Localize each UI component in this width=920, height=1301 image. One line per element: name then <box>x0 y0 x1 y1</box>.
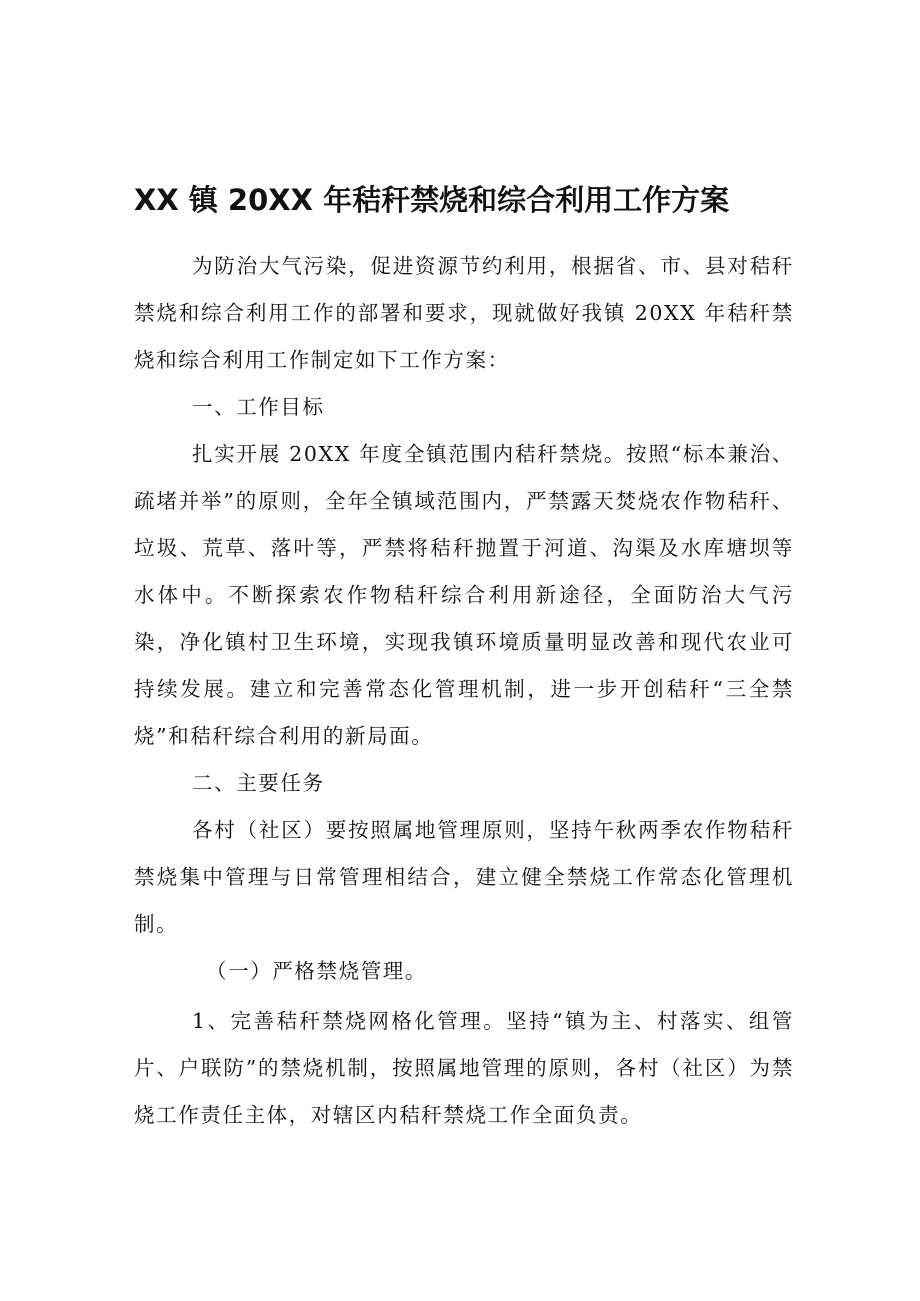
subsection-heading-ban-management: （一）严格禁烧管理。 <box>206 959 427 983</box>
document-title: XX 镇 20XX 年秸秆禁烧和综合利用工作方案 <box>134 183 730 217</box>
intro-paragraph: 为防治大气污染，促进资源节约利用，根据省、市、县对秸秆禁烧和综合利用工作的部署和要求，现就做好我镇 20XX 年秸秆禁烧和综合利用工作制定如下工作方案： <box>134 254 794 372</box>
tasks-paragraph: 各村（社区）要按照属地管理原则，坚持午秋两季农作物秸秆禁烧集中管理与日常管理相结合，建立健全禁烧工作常态化管理机制。 <box>134 818 794 936</box>
goals-paragraph: 扎实开展 20XX 年度全镇范围内秸秆禁烧。按照“标本兼治、疏堵并举”的原则，全年全镇域范围内，严禁露天焚烧农作物秸秆、垃圾、荒草、落叶等，严禁将秸秆抛置于河道、沟渠及水库塘坝等水体中。不断探索农作物秸秆综合利用新途径，全面防治大气污染，净化镇村卫生环境，实现我镇环境质量明显改善和现代农业可持续发展。建立和完善常态化管理机制，进一步开创秸秆“三全禁烧”和秸秆综合利用的新局面。 <box>134 442 794 748</box>
item-1-paragraph: 1、完善秸秆禁烧网格化管理。坚持“镇为主、村落实、组管片、户联防”的禁烧机制，按照属地管理的原则，各村（社区）为禁烧工作责任主体，对辖区内秸秆禁烧工作全面负责。 <box>134 1009 794 1127</box>
section-heading-goals: 一、工作目标 <box>192 395 325 419</box>
document-body <box>134 243 794 1139</box>
section-heading-tasks: 二、主要任务 <box>192 771 325 795</box>
